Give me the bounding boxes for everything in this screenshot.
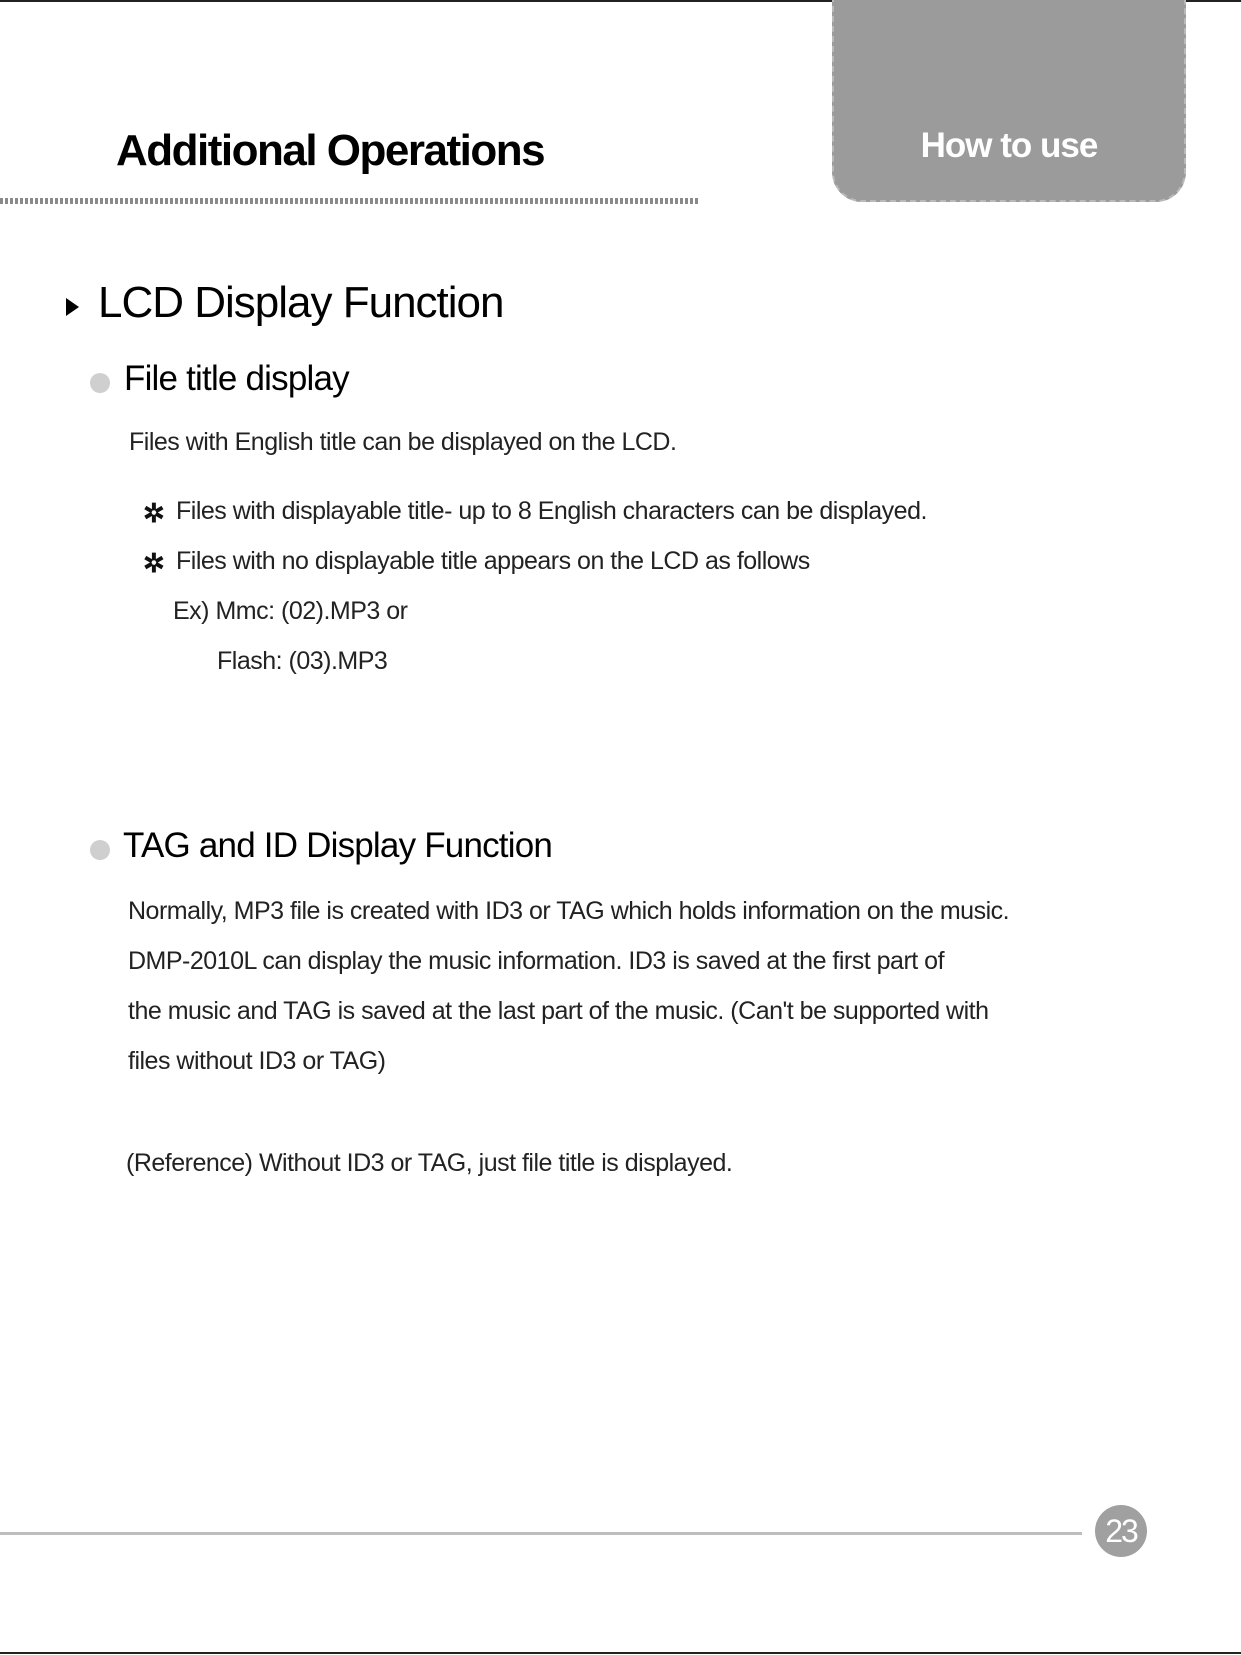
file-title-intro: Files with English title can be displayed on the LCD. <box>129 428 677 456</box>
tag-id-reference: (Reference) Without ID3 or TAG, just file title is displayed. <box>126 1149 733 1177</box>
page-title: Additional Operations <box>116 126 545 175</box>
gray-dot-icon <box>90 840 110 860</box>
chapter-tab <box>832 0 1186 202</box>
triangle-right-icon <box>66 298 79 316</box>
page-number-badge: 23 <box>1095 1505 1147 1557</box>
tag-id-line-2: DMP-2010L can display the music information. ID3 is saved at the first part of <box>128 947 945 975</box>
file-title-note-2: Files with no displayable title appears on the LCD as follows <box>176 547 810 575</box>
tag-id-line-1: Normally, MP3 file is created with ID3 or TAG which holds information on the music. <box>128 897 1010 925</box>
file-title-example-2: Flash: (03).MP3 <box>217 647 388 675</box>
asterisk-icon: ✲ <box>143 498 165 528</box>
tag-id-line-3: the music and TAG is saved at the last part of the music. (Can't be supported with <box>128 997 989 1025</box>
footer-line <box>0 1532 1082 1535</box>
gray-dot-icon <box>90 373 110 393</box>
subheading-tag-id: TAG and ID Display Function <box>123 826 553 865</box>
bottom-border <box>0 1652 1241 1654</box>
subheading-file-title: File title display <box>124 359 349 398</box>
chapter-tab-label: How to use <box>920 126 1098 165</box>
file-title-note-1: Files with displayable title- up to 8 English characters can be displayed. <box>176 497 927 525</box>
section-title: LCD Display Function <box>98 278 504 327</box>
title-underline-dotted <box>0 198 698 204</box>
tag-id-line-4: files without ID3 or TAG) <box>128 1047 386 1075</box>
file-title-example-1: Ex) Mmc: (02).MP3 or <box>173 597 408 625</box>
asterisk-icon: ✲ <box>143 548 165 578</box>
